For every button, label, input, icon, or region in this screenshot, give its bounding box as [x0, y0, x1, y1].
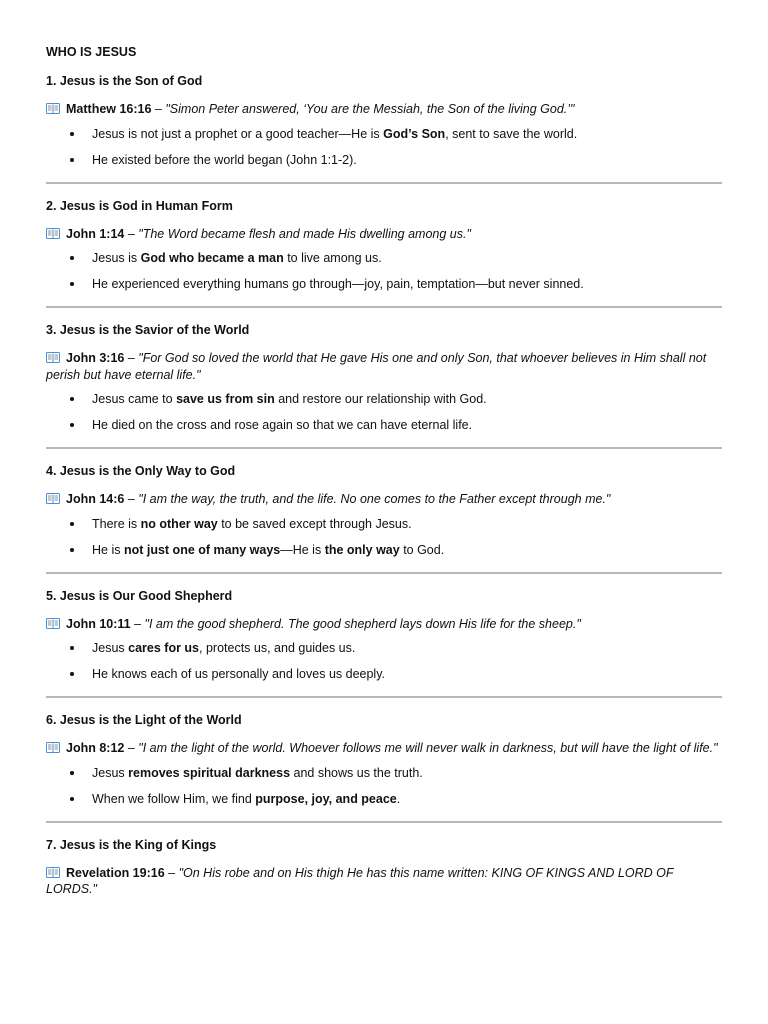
bullet-text: When we follow Him, we find — [92, 791, 256, 806]
section-divider — [46, 447, 722, 449]
bullet-text: to live among us. — [283, 251, 382, 265]
section-6 — [46, 712, 722, 807]
verse-line: John 14:6 – "I am the way, the truth, and the life. No one comes to the Father except through me." — [46, 491, 722, 508]
bullet-emphasis: no other way — [140, 516, 218, 531]
open-book-icon — [46, 867, 60, 878]
open-book-icon — [46, 352, 60, 363]
verse-line: Matthew 16:16 – "Simon Peter answered, ‘You are the Messiah, the Son of the living God.’" — [46, 101, 722, 118]
verse-line: John 10:11 – "I am the good shepherd. The good shepherd lays down His life for the sheep." — [46, 616, 722, 633]
bullet-text: He is — [92, 542, 124, 557]
bullet-emphasis: save us from sin — [176, 392, 275, 406]
section-heading: 7. Jesus is the King of Kings — [46, 837, 217, 852]
bullet-text: Jesus is not just a prophet or a good teacher—He is — [92, 126, 384, 141]
section-divider — [46, 306, 722, 308]
verse-quote: "I am the light of the world. Whoever follows me will never walk in darkness, but will have the light of life." — [138, 741, 718, 755]
verse-reference: John 10:11 — [66, 616, 131, 631]
verse-reference: John 14:6 — [66, 492, 125, 506]
bullet-text: Jesus is — [92, 251, 141, 265]
bullet-text: to be saved except through Jesus. — [217, 516, 412, 531]
bullet-item — [46, 126, 722, 142]
section-heading: 3. Jesus is the Savior of the World — [46, 323, 250, 337]
bullet-list — [46, 250, 722, 292]
section-heading: 2. Jesus is God in Human Form — [46, 198, 233, 213]
verse-line: Revelation 19:16 – "On His robe and on His thigh He has this name written: KING OF KINGS AND LORD OF LORDS." — [46, 865, 674, 896]
verse-reference: John 1:14 — [66, 226, 125, 241]
bullet-list — [46, 516, 722, 558]
bullet-text: to God. — [399, 542, 445, 557]
verse-quote: "The Word became flesh and made His dwelling among us." — [138, 226, 471, 241]
section-divider — [46, 821, 722, 823]
section-heading: 5. Jesus is Our Good Shepherd — [46, 588, 233, 603]
bullet-text: He existed before the world began (John 1:1-2). — [92, 152, 357, 167]
bullet-list — [46, 391, 722, 433]
verse-line: John 8:12 – "I am the light of the world. Whoever follows me will never walk in darkness, but will have the light of life." — [46, 740, 722, 757]
open-book-icon — [46, 618, 60, 629]
open-book-icon — [46, 228, 60, 239]
section-5 — [46, 588, 722, 683]
section-2 — [46, 198, 722, 293]
bullet-emphasis: removes spiritual darkness — [128, 765, 291, 780]
verse-quote: "I am the good shepherd. The good shepherd lays down His life for the sheep." — [144, 616, 581, 631]
section-1 — [46, 73, 722, 168]
bullet-item — [46, 417, 722, 433]
bullet-emphasis: cares for us — [128, 641, 200, 655]
section-divider — [46, 696, 722, 698]
bullet-emphasis: God who became a man — [140, 251, 284, 265]
bullet-text: There is — [92, 516, 141, 531]
bullet-text: Jesus — [92, 765, 129, 780]
bullet-text: . — [396, 791, 401, 806]
bullet-text: Jesus — [92, 641, 129, 655]
sections-container — [46, 73, 722, 898]
verse-quote: "I am the way, the truth, and the life. No one comes to the Father except through me." — [138, 492, 611, 506]
bullet-item — [46, 666, 722, 682]
verse-reference: John 8:12 — [66, 741, 125, 755]
bullet-emphasis: God’s Son — [383, 126, 446, 141]
bullet-list — [46, 765, 722, 807]
section-heading: 1. Jesus is the Son of God — [46, 74, 203, 88]
section-7 — [46, 837, 722, 898]
bullet-item — [46, 765, 722, 781]
bullet-item — [46, 640, 722, 656]
bullet-text: and restore our relationship with God. — [274, 392, 487, 406]
bullet-text: He died on the cross and rose again so that we can have eternal life. — [92, 418, 473, 432]
bullet-text: , sent to save the world. — [445, 126, 578, 141]
verse-reference: John 3:16 — [66, 351, 125, 365]
section-divider — [46, 572, 722, 574]
bullet-item — [46, 391, 722, 407]
bullet-item — [46, 152, 722, 168]
bullet-text: and shows us the truth. — [290, 765, 423, 780]
verse-line: John 1:14 – "The Word became flesh and made His dwelling among us." — [46, 226, 722, 243]
bullet-emphasis: the only way — [324, 542, 400, 557]
open-book-icon — [46, 493, 60, 504]
section-heading: 4. Jesus is the Only Way to God — [46, 464, 236, 478]
verse-quote: "On His robe and on His thigh He has this name written: KING OF KINGS AND LORD OF LORDS." — [46, 865, 674, 896]
bullet-list — [46, 640, 722, 682]
bullet-emphasis: purpose, joy, and peace — [255, 791, 397, 806]
bullet-text: He knows each of us personally and loves us deeply. — [92, 667, 385, 681]
verse-reference: Matthew 16:16 — [66, 102, 152, 116]
bullet-item — [46, 276, 722, 292]
bullet-item — [46, 250, 722, 266]
bullet-emphasis: not just one of many ways — [123, 542, 281, 557]
section-4 — [46, 463, 722, 558]
document-title: WHO IS JESUS — [46, 45, 137, 59]
bullet-item — [46, 791, 722, 807]
bullet-text: —He is — [280, 542, 325, 557]
bullet-item — [46, 542, 722, 558]
verse-line: John 3:16 – "For God so loved the world that He gave His one and only Son, that whoever believes in Him shall not perish but have eternal life." — [46, 351, 707, 382]
verse-quote: "Simon Peter answered, ‘You are the Messiah, the Son of the living God.’" — [165, 102, 575, 116]
bullet-list — [46, 126, 722, 168]
section-3 — [46, 322, 722, 433]
section-heading: 6. Jesus is the Light of the World — [46, 713, 242, 727]
verse-quote: "For God so loved the world that He gave His one and only Son, that whoever believes in Him shall not perish but have eternal life." — [46, 351, 707, 382]
bullet-text: He experienced everything humans go through—joy, pain, temptation—but never sinned. — [92, 277, 584, 291]
verse-reference: Revelation 19:16 — [66, 865, 165, 880]
section-divider — [46, 182, 722, 184]
bullet-item — [46, 516, 722, 532]
bullet-text: Jesus came to — [92, 392, 177, 406]
bullet-text: , protects us, and guides us. — [199, 641, 356, 655]
open-book-icon — [46, 103, 60, 114]
open-book-icon — [46, 742, 60, 753]
